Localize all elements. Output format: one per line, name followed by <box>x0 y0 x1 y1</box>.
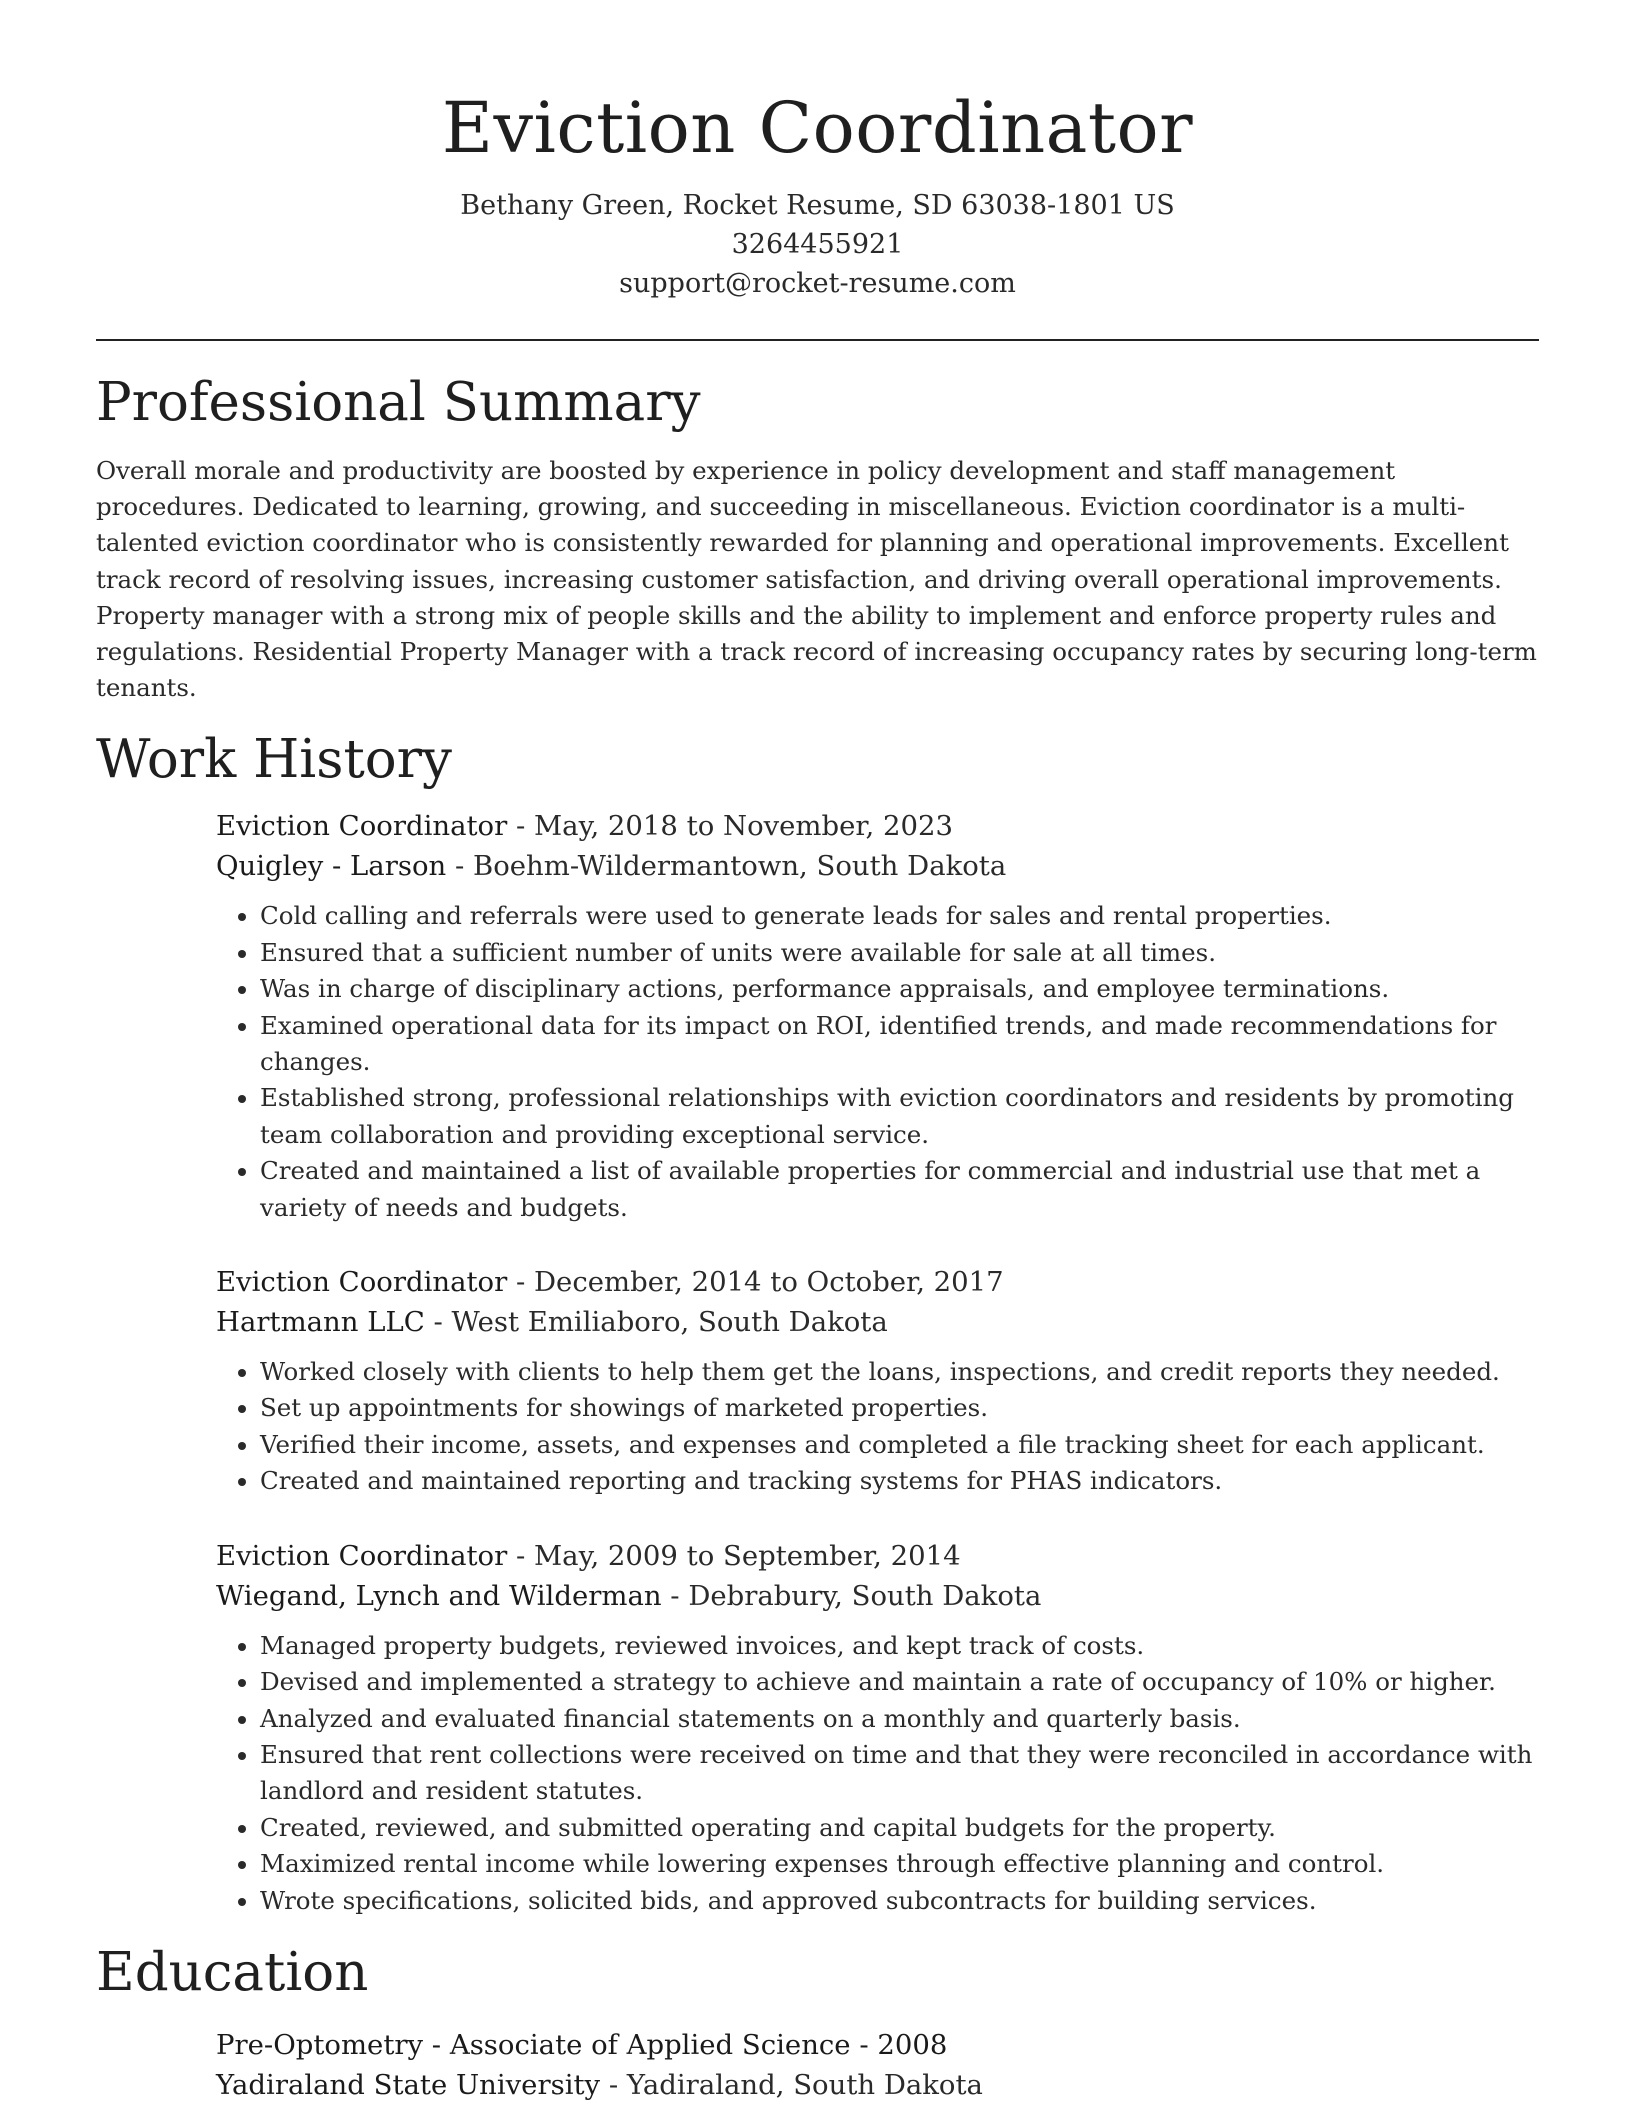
list-item: • Wrote specifications, solicited bids, and approved subcontracts for building services. <box>260 1883 1539 1919</box>
job-title-line <box>216 806 1539 846</box>
job-company: Quigley - Larson <box>216 850 447 883</box>
education-heading: Education <box>96 1941 369 2003</box>
list-item: • Created and maintained reporting and tracking systems for PHAS indicators. <box>260 1463 1539 1499</box>
job-location: - Boehm-Wildermantown, South Dakota <box>446 850 1007 883</box>
list-item: • Examined operational data for its impact on ROI, identified trends, and made recommendations for changes. <box>260 1008 1539 1081</box>
job-entry <box>216 806 1539 1226</box>
job-company: Wiegand, Lynch and Wilderman <box>216 1579 662 1612</box>
resume-page <box>96 0 1539 2105</box>
job-title-line <box>216 1536 1539 1576</box>
summary-text: Overall morale and productivity are boosted by experience in policy development and staff management procedures. Dedicated to learning, growing, and succeeding in miscellaneous. Eviction coordinator is a multi-talented eviction coordinator who is consistently rewarded for planning and operational improvements. Excellent track record of resolving issues, increasing customer satisfaction, and driving overall operational improvements. Property manager with a strong mix of people skills and the ability to implement and enforce property rules and regulations. Residential Property Manager with a track record of increasing occupancy rates by securing long-term tenants. <box>96 456 1537 703</box>
job-title-line <box>216 1262 1539 1302</box>
job-role: Eviction Coordinator <box>216 1266 508 1299</box>
degree-line <box>216 2025 1539 2065</box>
list-item: • Maximized rental income while lowering expenses through effective planning and control. <box>260 1846 1539 1882</box>
list-item: • Ensured that rent collections were received on time and that they were reconciled in accordance with landlord and resident statutes. <box>260 1737 1539 1810</box>
job-company-line <box>216 1576 1539 1616</box>
job-dates: - May, 2018 to November, 2023 <box>507 810 953 843</box>
list-item: • Created and maintained a list of available properties for commercial and industrial use that met a variety of needs and budgets. <box>260 1153 1539 1226</box>
work-history-heading: Work History <box>96 729 452 791</box>
list-item: • Analyzed and evaluated financial statements on a monthly and quarterly basis. <box>260 1701 1539 1737</box>
resume-header <box>96 0 1539 303</box>
school-line <box>216 2065 1539 2105</box>
list-item: • Worked closely with clients to help them get the loans, inspections, and credit reports they needed. <box>260 1354 1539 1390</box>
job-role: Eviction Coordinator <box>216 810 508 843</box>
candidate-title: Eviction Coordinator <box>441 87 1194 169</box>
list-item: • Managed property budgets, reviewed invoices, and kept track of costs. <box>260 1628 1539 1664</box>
list-item: • Created, reviewed, and submitted operating and capital budgets for the property. <box>260 1810 1539 1846</box>
list-item: • Ensured that a sufficient number of units were available for sale at all times. <box>260 935 1539 971</box>
list-item: • Verified their income, assets, and expenses and completed a file tracking sheet for each applicant. <box>260 1427 1539 1463</box>
job-location: - West Emiliaboro, South Dakota <box>424 1306 888 1339</box>
job-entry <box>216 1536 1539 1919</box>
job-company-line <box>216 846 1539 886</box>
job-company-line <box>216 1302 1539 1342</box>
education-entry <box>216 2025 1539 2105</box>
contact-email: support@rocket-resume.com <box>619 268 1016 299</box>
list-item: • Was in charge of disciplinary actions, performance appraisals, and employee terminations. <box>260 971 1539 1007</box>
work-history-list <box>216 806 1539 1919</box>
contact-address: Bethany Green, Rocket Resume, SD 63038-1801 US <box>460 190 1175 221</box>
contact-phone: 3264455921 <box>731 229 904 260</box>
summary-heading: Professional Summary <box>96 372 701 433</box>
school-location: - Yadiraland, South Dakota <box>600 2068 983 2101</box>
job-dates: - December, 2014 to October, 2017 <box>507 1266 1004 1299</box>
job-bullets <box>216 1628 1539 1919</box>
job-bullets <box>216 1354 1539 1500</box>
job-entry <box>216 1262 1539 1500</box>
job-location: - Debrabury, South Dakota <box>661 1579 1042 1612</box>
list-item: • Established strong, professional relationships with eviction coordinators and residents by promoting team collaboration and providing exceptional service. <box>260 1080 1539 1153</box>
list-item: • Cold calling and referrals were used to generate leads for sales and rental properties. <box>260 898 1539 934</box>
list-item: • Set up appointments for showings of marketed properties. <box>260 1390 1539 1426</box>
header-divider <box>96 339 1539 341</box>
job-role: Eviction Coordinator <box>216 1539 508 1572</box>
job-dates: - May, 2009 to September, 2014 <box>507 1539 961 1572</box>
job-company: Hartmann LLC <box>216 1306 425 1339</box>
job-bullets <box>216 898 1539 1226</box>
degree: Pre-Optometry - Associate of Applied Science - 2008 <box>216 2028 948 2061</box>
school-name: Yadiraland State University <box>216 2068 601 2101</box>
list-item: • Devised and implemented a strategy to achieve and maintain a rate of occupancy of 10% or higher. <box>260 1664 1539 1700</box>
